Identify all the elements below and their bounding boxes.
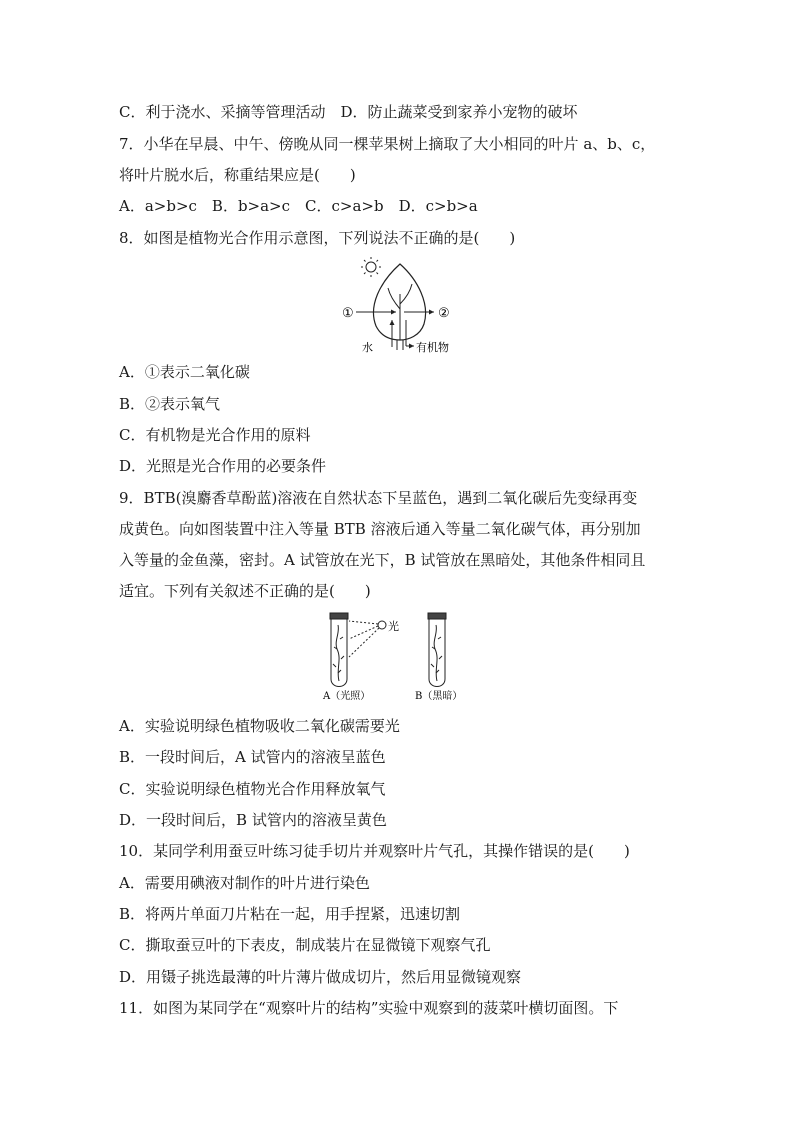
- label-water: 水: [362, 341, 373, 354]
- test-tube-a: [330, 613, 348, 687]
- q10-option-b: B．将两片单面刀片粘在一起，用手捏紧，迅速切割: [119, 905, 461, 923]
- caption-a: A（光照）: [323, 691, 371, 702]
- q6-option-cd: C．利于浇水、采摘等管理活动 D．防止蔬菜受到家养小宠物的破坏: [119, 103, 578, 121]
- q7-stem-line1: 7．小华在早晨、中午、傍晚从同一棵苹果树上摘取了大小相同的叶片 a、b、c，: [119, 135, 656, 153]
- q7-options: A．a>b>c B．b>a>c C．c>a>b D．c>b>a: [119, 197, 478, 215]
- q10-option-d: D．用镊子挑选最薄的叶片薄片做成切片，然后用显微镜观察: [119, 968, 522, 986]
- q10-stem: 10．某同学利用蚕豆叶练习徒手切片并观察叶片气孔，其操作错误的是( ): [119, 842, 630, 860]
- q9-option-b: B．一段时间后，A 试管内的溶液呈蓝色: [119, 748, 386, 766]
- q10-option-c: C．撕取蚕豆叶的下表皮，制成装片在显微镜下观察气孔: [119, 936, 491, 954]
- q9-stem-line2: 成黄色。向如图装置中注入等量 BTB 溶液后通入等量二氧化碳气体，再分别加: [119, 520, 641, 538]
- q8-option-d: D．光照是光合作用的必要条件: [119, 457, 327, 475]
- q9-stem-line3: 入等量的金鱼藻，密封。A 试管放在光下，B 试管放在黑暗处，其他条件相同且: [119, 551, 646, 569]
- q10-option-a: A．需要用碘液对制作的叶片进行染色: [119, 874, 370, 892]
- light-source-icon: [349, 621, 386, 657]
- q7-stem-line2: 将叶片脱水后，称重结果应是( ): [119, 166, 356, 184]
- test-tube-b: [428, 613, 446, 687]
- photosynthesis-leaf-figure: [330, 254, 470, 354]
- q9-option-a: A．实验说明绿色植物吸收二氧化碳需要光: [119, 717, 400, 735]
- q9-option-c: C．实验说明绿色植物光合作用释放氧气: [119, 780, 386, 798]
- label-light: 光: [388, 620, 399, 633]
- q11-stem: 11．如图为某同学在“观察叶片的结构”实验中观察到的菠菜叶横切面图。下: [119, 999, 619, 1017]
- q9-stem-line4: 适宜。下列有关叙述不正确的是( ): [119, 582, 371, 600]
- label-2: ②: [438, 306, 450, 321]
- q8-stem: 8．如图是植物光合作用示意图，下列说法不正确的是( ): [119, 229, 516, 247]
- caption-b: B（黑暗）: [415, 691, 463, 702]
- label-1: ①: [342, 306, 354, 321]
- sun-icon: [361, 257, 381, 277]
- q8-option-b: B．②表示氧气: [119, 395, 221, 413]
- q8-option-c: C．有机物是光合作用的原料: [119, 426, 311, 444]
- q9-stem-line1: 9．BTB(溴麝香草酚蓝)溶液在自然状态下呈蓝色，遇到二氧化碳后先变绿再变: [119, 489, 638, 507]
- q8-option-a: A．①表示二氧化碳: [119, 363, 250, 381]
- q9-option-d: D．一段时间后，B 试管内的溶液呈黄色: [119, 811, 387, 829]
- test-tubes-figure: [318, 609, 478, 703]
- label-organic: 有机物: [416, 341, 449, 354]
